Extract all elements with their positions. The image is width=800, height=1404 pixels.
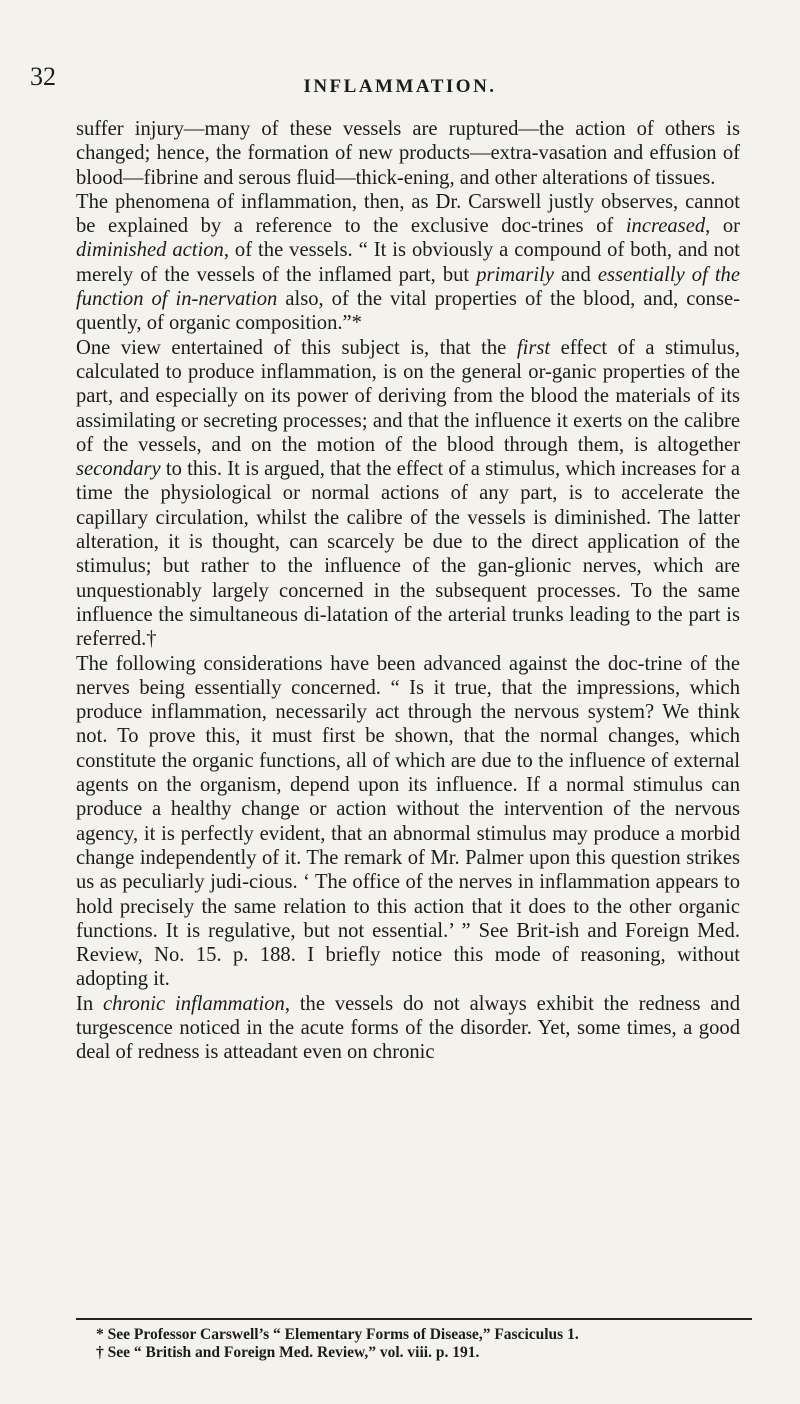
- footnote: † See “ British and Foreign Med. Review,” vol. viii. p. 191.: [96, 1344, 480, 1361]
- italic-run: chronic inflammation: [103, 992, 285, 1015]
- italic-run: increased: [625, 215, 706, 238]
- text-run: , the vessels do not always exhibit the redness and turgescence noticed in the acute forms of the disorder. Yet, some times, a good deal of redness is atteadant even on chronic: [76, 992, 740, 1064]
- italic-run: essentially of the function of in-nervation: [76, 263, 740, 311]
- footnote-rule: [76, 1318, 752, 1320]
- paragraph: [76, 117, 740, 190]
- text-run: , of the vessels. “ It is obviously a compound of both, and not merely of the vessels of the inflamed part, but: [76, 239, 740, 286]
- text-run: The phenomena of inflammation, then, as Dr. Carswell justly observes, cannot be explained by a reference to the exclusive doc-trines of: [76, 190, 740, 238]
- paragraph: [76, 992, 740, 1065]
- text-run: suffer injury—many of these vessels are ruptured—the action of others is changed; hence, the formation of new products—extra-vasation and effusion of blood—fibrine and serous fluid—thick-ening, and other alterations of tissues.: [76, 118, 740, 189]
- italic-run: primarily: [476, 263, 554, 286]
- paragraph: [76, 652, 740, 992]
- running-title: INFLAMMATION.: [303, 76, 497, 97]
- text-run: In: [76, 992, 103, 1015]
- text-run: and: [554, 263, 598, 286]
- text-run: , or: [705, 215, 741, 238]
- paragraph: [76, 336, 740, 652]
- text-run: also, of the vital properties of the blood, and, conse-quently, of organic composition.”*: [76, 288, 740, 335]
- text-run: One view entertained of this subject is, that the: [76, 336, 517, 359]
- italic-run: first: [516, 336, 551, 359]
- paragraph: [76, 190, 740, 336]
- text-run: effect of a stimulus, calculated to produce inflammation, is on the general or-ganic properties of the part, and especially on its power of deriving from the blood the materials of its assimilating or secreting processes; and that the influence it exerts on the calibre of the vessels, and on the motion of the blood through them, is altogether: [76, 336, 740, 456]
- page-number: 32: [30, 62, 56, 91]
- italic-run: secondary: [76, 458, 161, 481]
- text-run: to this. It is argued, that the effect of a stimulus, which increases for a time the physiological or normal actions of any part, is to accelerate the capillary circulation, whilst the calibre of the vessels is diminished. The latter alteration, it is thought, can scarcely be due to the direct application of the stimulus; but rather to the influence of the gan-glionic nerves, which are unquestionably largely concerned in the subsequent processes. To the same influence the simultaneous di-latation of the arterial trunks leading to the part is referred.†: [76, 458, 740, 651]
- footnotes: [96, 1326, 756, 1362]
- footnote: * See Professor Carswell’s “ Elementary Forms of Disease,” Fasciculus 1.: [96, 1326, 579, 1343]
- italic-run: diminished action: [76, 239, 224, 262]
- body-text: [76, 117, 740, 1065]
- text-run: The following considerations have been advanced against the doc-trine of the nerves being essentially concerned. “ Is it true, that the impressions, which produce inflammation, necessarily act through the nervous system? We think not. To prove this, it must first be shown, that the normal changes, which constitute the organic functions, all of which are due to the influence of external agents on the organism, depend upon its influence. If a normal stimulus can produce a healthy change or action without the intervention of the nervous agency, it is perfectly evident, that an abnormal stimulus may produce a morbid change independently of it. The remark of Mr. Palmer upon this question strikes us as peculiarly judi-cious. ‘ The office of the nerves in inflammation appears to hold precisely the same relation to this action that it does to the other organic functions. It is regulative, but not essential.’ ” See Brit-ish and Foreign Med. Review, No. 15. p. 188. I briefly notice this mode of reasoning, without adopting it.: [76, 652, 740, 991]
